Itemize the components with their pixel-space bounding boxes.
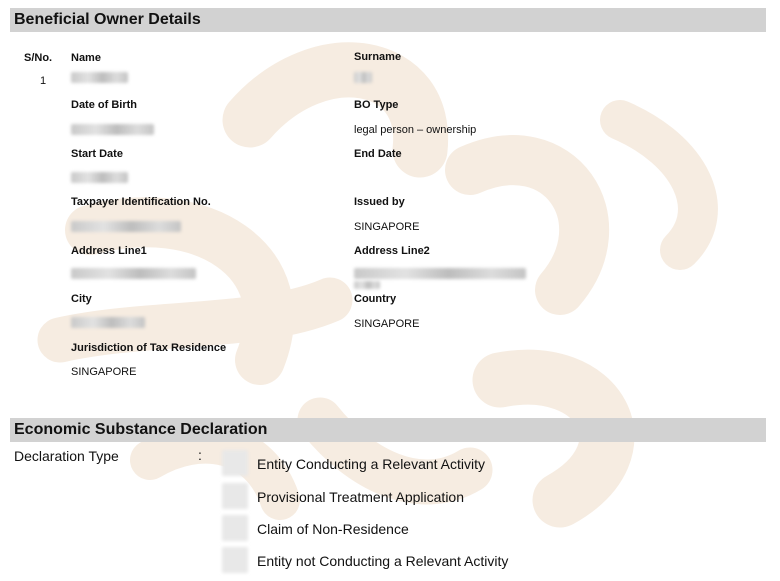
surname-label: Surname [354,51,402,63]
declaration-checkbox-not-relevant-activity[interactable] [222,547,248,573]
declaration-option-non-residence: Claim of Non-Residence [257,521,409,537]
start-date-label: Start Date [71,148,123,160]
start-date-value-redacted [71,172,128,183]
city-label: City [71,293,92,305]
declaration-option-provisional-treatment: Provisional Treatment Application [257,489,464,505]
declaration-type-colon: : [198,447,202,463]
dob-value-redacted [71,124,154,135]
city-value-redacted [71,317,145,328]
declaration-checkbox-non-residence[interactable] [222,515,248,541]
address-line2-value-redacted [354,268,526,279]
end-date-label: End Date [354,148,402,160]
issued-by-value: SINGAPORE [354,221,420,233]
dob-label: Date of Birth [71,99,137,111]
declaration-checkbox-relevant-activity[interactable] [222,450,248,476]
bo-type-value: legal person – ownership [354,124,477,136]
row-number: 1 [40,75,47,87]
tin-value-redacted [71,221,181,232]
surname-value-redacted [354,72,372,83]
declaration-checkbox-provisional-treatment[interactable] [222,483,248,509]
address-line2-label: Address Line2 [354,245,430,257]
address-line2-value-redacted-cont [354,281,380,289]
declaration-type-label: Declaration Type [14,448,119,464]
declaration-option-not-relevant-activity: Entity not Conducting a Relevant Activity [257,553,509,569]
name-label: Name [71,52,101,64]
jurisdiction-label: Jurisdiction of Tax Residence [71,342,227,354]
address-line1-label: Address Line1 [71,245,147,257]
tin-label: Taxpayer Identification No. [71,196,211,208]
beneficial-owner-header: Beneficial Owner Details [10,8,766,32]
sno-header: S/No. [24,52,53,64]
country-value: SINGAPORE [354,318,420,330]
jurisdiction-value: SINGAPORE [71,366,137,378]
economic-substance-header: Economic Substance Declaration [10,418,766,442]
issued-by-label: Issued by [354,196,405,208]
declaration-option-relevant-activity: Entity Conducting a Relevant Activity [257,456,486,472]
country-label: Country [354,293,397,305]
address-line1-value-redacted [71,268,196,279]
bo-type-label: BO Type [354,99,399,111]
name-value-redacted [71,72,128,83]
